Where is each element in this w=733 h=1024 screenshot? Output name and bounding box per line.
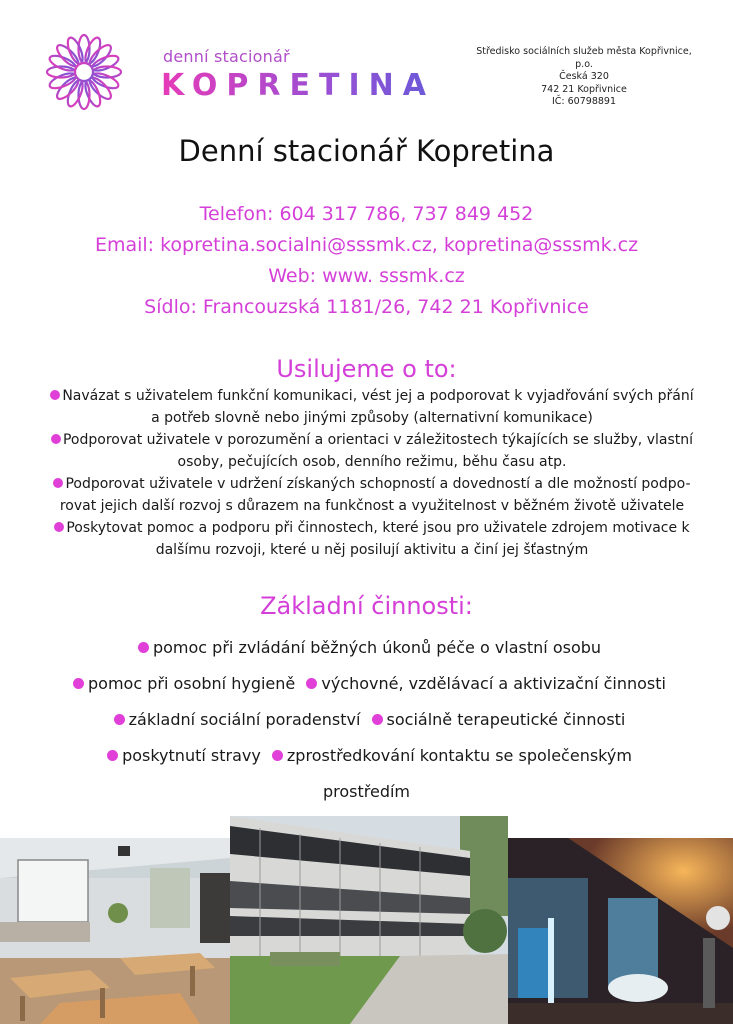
bullet-icon <box>51 434 61 444</box>
activity-text: výchovné, vzdělávací a aktivizační činnosti <box>321 674 666 693</box>
aim-text: Poskytovat pomoc a podporu při činnostech, které jsou pro uživatele zdrojem motivace k <box>66 520 690 536</box>
bullet-icon <box>107 750 118 761</box>
contact-email[interactable]: Email: kopretina.socialni@sssmk.cz, kopretina@sssmk.cz <box>94 234 639 256</box>
bullet-icon <box>50 390 60 400</box>
classroom-image <box>0 838 230 1024</box>
logo-petal <box>48 53 78 74</box>
list-item <box>132 638 601 657</box>
contact-phone: Telefon: 604 317 786, 737 849 452 <box>199 203 534 225</box>
logo-petal <box>65 78 86 108</box>
logo-name: KOPRETINA <box>161 68 435 103</box>
activity-text: pomoc při osobní hygieně <box>88 674 296 693</box>
org-line: IČ: 60798891 <box>551 96 616 107</box>
list-item <box>266 746 632 801</box>
classroom-photo <box>0 838 230 1024</box>
list-item <box>22 385 722 429</box>
list-item <box>22 429 722 473</box>
page-title: Denní stacionář Kopretina <box>178 134 555 168</box>
bullet-icon <box>53 478 63 488</box>
bullet-icon <box>114 714 125 725</box>
logo-subtitle: denní stacionář <box>163 47 290 66</box>
org-line: 742 21 Kopřivnice <box>541 83 627 95</box>
aim-text: a potřeb slovně nebo jinými způsoby (alternativní komunikace) <box>151 410 593 426</box>
aims-list <box>22 385 722 561</box>
aim-text: Podporovat uživatele v porozumění a orientaci v záležitostech týkajících se služby, vlastní <box>62 432 694 448</box>
activities-list <box>60 630 673 810</box>
aim-text: osoby, pečujících osob, denního režimu, běhu času atp. <box>177 454 567 470</box>
list-item <box>366 710 626 729</box>
logo-petal <box>65 36 86 66</box>
sensory-room-image <box>508 838 733 1024</box>
bullet-icon <box>73 678 84 689</box>
activity-text: zprostředkování kontaktu se společenským prostředím <box>286 746 632 801</box>
logo-petal <box>82 36 103 66</box>
list-item <box>300 674 666 693</box>
aim-text: Navázat s uživatelem funkční komunikaci, vést jej a podporovat k vyjadřování svých přání <box>62 388 694 404</box>
contact-address: Sídlo: Francouzská 1181/26, 742 21 Kopřivnice <box>144 296 589 318</box>
bullet-icon <box>272 750 283 761</box>
logo-petal <box>90 70 120 91</box>
aim-text: dalšímu rozvoji, které u něj posilují aktivitu a činí jej šťastným <box>155 542 589 558</box>
list-item <box>108 710 361 729</box>
list-item <box>22 473 722 517</box>
aim-text: Podporovat uživatele v udržení získaných schopností a dovedností a dle možností podpo- <box>65 476 691 492</box>
activity-text: základní sociální poradenství <box>128 710 361 729</box>
org-line: Středisko sociálních služeb města Kopřivnice, p.o. <box>476 46 692 70</box>
bullet-icon <box>372 714 383 725</box>
contact-block <box>0 199 733 323</box>
sensory-room-photo <box>508 838 733 1024</box>
bullet-icon <box>306 678 317 689</box>
activities-heading: Základní činnosti: <box>260 592 473 620</box>
aim-text: rovat jejich další rozvoj s důrazem na funkčnost a využitelnost v běžném životě uživatele <box>59 498 685 514</box>
contact-web[interactable]: Web: www. sssmk.cz <box>268 265 465 287</box>
list-item <box>22 517 722 561</box>
building-photo <box>230 816 508 1024</box>
daisy-logo-icon <box>44 32 124 112</box>
list-item <box>67 674 295 693</box>
activity-text: sociálně terapeutické činnosti <box>386 710 626 729</box>
org-line: Česká 320 <box>559 71 609 82</box>
building-image <box>230 816 508 1024</box>
list-item <box>101 746 261 765</box>
activity-text: pomoc při zvládání běžných úkonů péče o vlastní osobu <box>152 638 602 657</box>
activity-text: poskytnutí stravy <box>122 746 261 765</box>
bullet-icon <box>138 642 149 653</box>
bullet-icon <box>54 522 64 532</box>
aims-heading: Usilujeme o to: <box>276 355 457 383</box>
organization-address <box>469 46 699 109</box>
